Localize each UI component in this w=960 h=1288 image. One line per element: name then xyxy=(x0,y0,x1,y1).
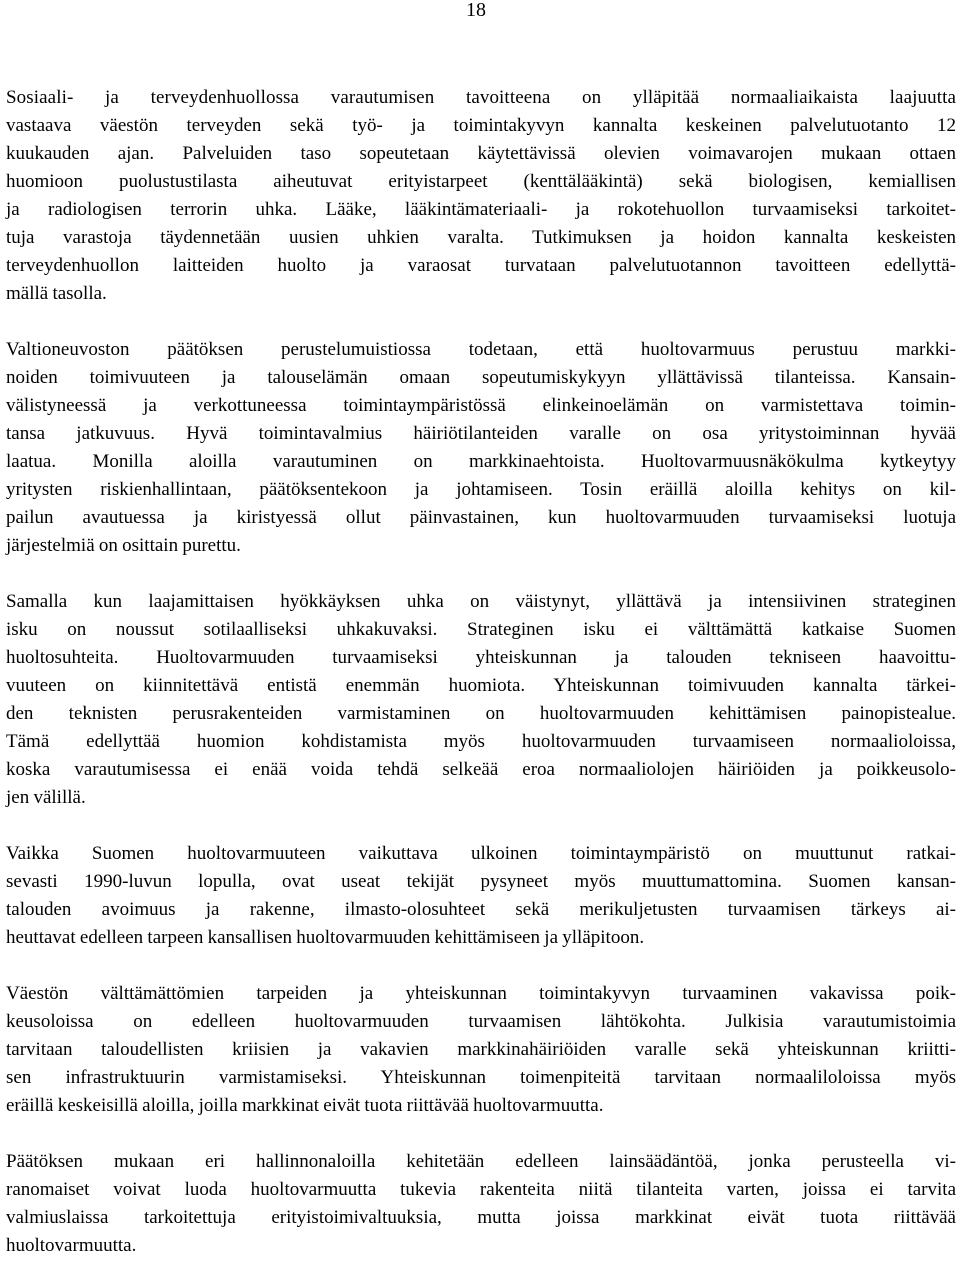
text-line: vastaava väestön terveyden sekä työ- ja toimintakyvyn kannalta keskeinen palvelutuotanto 12 xyxy=(6,115,956,136)
text-line: koska varautumisessa ei enää voida tehdä selkeää eroa normaaliolojen häiriöiden ja poikkeusolo- xyxy=(6,759,956,780)
text-line: valmiuslaissa tarkoitettuja erityistoimivaltuuksia, mutta joissa markkinat eivät tuota riittävää xyxy=(6,1207,956,1228)
paragraph-5 xyxy=(6,980,956,1120)
text-line: ranomaiset voivat luoda huoltovarmuutta tukevia rakenteita niitä tilanteita varten, joissa ei tarvita xyxy=(6,1179,956,1200)
text-line: sevasti 1990-luvun lopulla, ovat useat tekijät pysyneet myös muuttumattomina. Suomen kansan- xyxy=(6,871,956,892)
text-line: talouden avoimuus ja rakenne, ilmasto-olosuhteet sekä merikuljetusten turvaamisen tärkeys ai- xyxy=(6,899,956,920)
text-line: den teknisten perusrakenteiden varmistaminen on huoltovarmuuden kehittämisen painopistealue. xyxy=(6,703,956,724)
text-line: Vaikka Suomen huoltovarmuuteen vaikuttava ulkoinen toimintaympäristö on muuttunut ratkai- xyxy=(6,843,956,864)
text-line: yritysten riskienhallintaan, päätöksentekoon ja johtamiseen. Tosin eräillä aloilla kehitys on kil- xyxy=(6,479,956,500)
text-line: Päätöksen mukaan eri hallinnonaloilla kehitetään edelleen lainsäädäntöä, jonka perusteella vi- xyxy=(6,1151,956,1172)
text-line: tansa jatkuvuus. Hyvä toimintavalmius häiriötilanteiden varalle on osa yritystoiminnan hyvää xyxy=(6,423,956,444)
text-line: terveydenhuollon laitteiden huolto ja varaosat turvataan palvelutuotannon tavoitteen edellyttä- xyxy=(6,255,956,276)
text-line: sen infrastruktuurin varmistamiseksi. Yhteiskunnan toimenpiteitä tarvitaan normaaliloloissa myös xyxy=(6,1067,956,1088)
text-line: heuttavat edelleen tarpeen kansallisen huoltovarmuuden kehittämiseen ja ylläpitoon. xyxy=(6,927,645,948)
text-line: eräillä keskeisillä aloilla, joilla markkinat eivät tuota riittävää huoltovarmuutta. xyxy=(6,1095,604,1116)
text-line: Samalla kun laajamittaisen hyökkäyksen uhka on väistynyt, yllättävä ja intensiivinen strateginen xyxy=(6,591,956,612)
text-line: järjestelmiä on osittain purettu. xyxy=(6,535,241,556)
paragraph-1 xyxy=(6,84,956,308)
text-line: laatua. Monilla aloilla varautuminen on markkinaehtoista. Huoltovarmuusnäkökulma kytkeytyy xyxy=(6,451,956,472)
text-line: Tämä edellyttää huomion kohdistamista myös huoltovarmuuden turvaamiseen normaalioloissa, xyxy=(6,731,956,752)
text-line: Väestön välttämättömien tarpeiden ja yhteiskunnan toimintakyvyn turvaaminen vakavissa poik- xyxy=(6,983,956,1004)
text-line: Sosiaali- ja terveydenhuollossa varautumisen tavoitteena on ylläpitää normaaliaikaista laajuutta xyxy=(6,87,956,108)
text-line: huoltosuhteita. Huoltovarmuuden turvaamiseksi yhteiskunnan ja talouden tekniseen haavoittu- xyxy=(6,647,956,668)
text-line: kuukauden ajan. Palveluiden taso sopeutetaan käytettävissä olevien voimavarojen mukaan ottaen xyxy=(6,143,956,164)
text-line: pailun avautuessa ja kiristyessä ollut päinvastainen, kun huoltovarmuuden turvaamiseksi luotuja xyxy=(6,507,956,528)
paragraph-3 xyxy=(6,588,956,812)
paragraph-6 xyxy=(6,1148,956,1260)
paragraph-4 xyxy=(6,840,956,952)
text-line: huomioon puolustustilasta aiheutuvat erityistarpeet (kenttälääkintä) sekä biologisen, kemiallisen xyxy=(6,171,956,192)
text-line: ja radiologisen terrorin uhka. Lääke, lääkintämateriaali- ja rokotehuollon turvaamiseksi tarkoitet- xyxy=(6,199,956,220)
text-line: huoltovarmuutta. xyxy=(6,1235,137,1256)
document-body xyxy=(6,84,956,1288)
text-line: välistyneessä ja verkottuneessa toimintaympäristössä elinkeinoelämän on varmistettava toimin- xyxy=(6,395,956,416)
page-number: 18 xyxy=(466,0,486,21)
text-line: Valtioneuvoston päätöksen perustelumuistiossa todetaan, että huoltovarmuus perustuu markki- xyxy=(6,339,956,360)
text-line: tuja varastoja täydennetään uusien uhkien varalta. Tutkimuksen ja hoidon kannalta keskeisten xyxy=(6,227,956,248)
text-line: jen välillä. xyxy=(6,787,86,808)
text-line: mällä tasolla. xyxy=(6,283,107,304)
text-line: noiden toimivuuteen ja talouselämän omaan sopeutumiskykyyn yllättävissä tilanteissa. Kansain- xyxy=(6,367,956,388)
text-line: vuuteen on kiinnitettävä entistä enemmän huomiota. Yhteiskunnan toimivuuden kannalta tärkei- xyxy=(6,675,956,696)
text-line: tarvitaan taloudellisten kriisien ja vakavien markkinahäiriöiden varalle sekä yhteiskunnan kriitti- xyxy=(6,1039,956,1060)
text-line: keusoloissa on edelleen huoltovarmuuden turvaamisen lähtökohta. Julkisia varautumistoimia xyxy=(6,1011,956,1032)
text-line: isku on noussut sotilaalliseksi uhkakuvaksi. Strateginen isku ei välttämättä katkaise Suomen xyxy=(6,619,956,640)
paragraph-2 xyxy=(6,336,956,560)
